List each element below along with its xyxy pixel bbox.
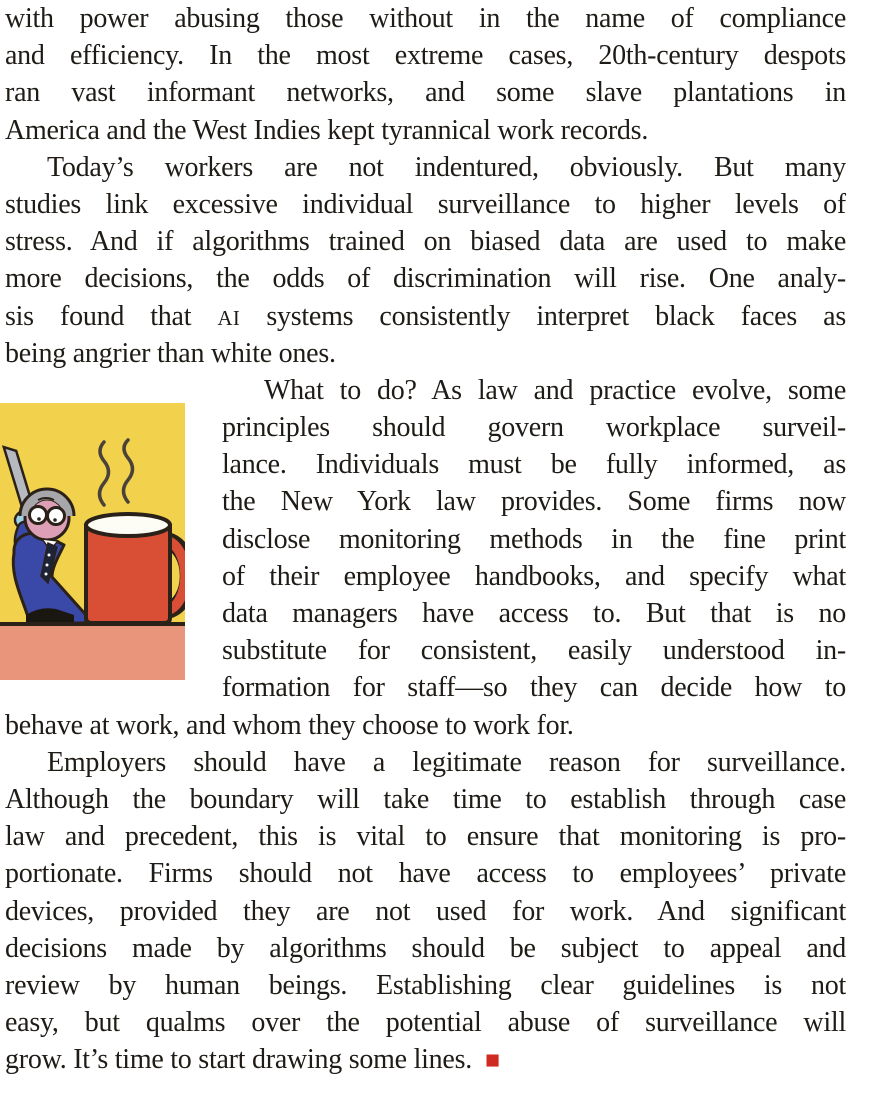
text-run: easy, but qualms over the potential abuse of surveillance will	[5, 1007, 846, 1039]
text-run: studies link excessive individual surveillance to higher levels of	[5, 188, 846, 220]
text-run: lance. Individuals must be fully informed, as	[222, 449, 846, 481]
text-line	[5, 1041, 846, 1078]
text-line	[5, 707, 846, 744]
text-line	[5, 595, 846, 632]
text-run: stress. And if algorithms trained on biased data are used to make	[5, 226, 846, 258]
text-line	[5, 855, 846, 892]
text-line	[5, 186, 846, 223]
text-line	[5, 967, 846, 1004]
text-run: disclose monitoring methods in the fine print	[222, 523, 846, 555]
text-line	[5, 37, 846, 74]
text-line	[5, 372, 846, 409]
text-line	[5, 521, 846, 558]
text-run: portionate. Firms should not have access to employees’ private	[5, 858, 846, 890]
text-run: and efficiency. In the most extreme cases, 20th-century despots	[5, 40, 846, 72]
text-line	[5, 744, 846, 781]
article-text	[5, 0, 846, 1078]
text-run: sis found that	[5, 300, 218, 332]
text-run: Today’s workers are not indentured, obviously. But many	[47, 151, 846, 183]
text-line	[5, 0, 846, 37]
text-line	[5, 781, 846, 818]
text-line	[5, 149, 846, 186]
text-run: more decisions, the odds of discrimination will rise. One analy-	[5, 263, 846, 295]
text-line	[5, 298, 846, 335]
text-run: America and the West Indies kept tyrannical work records.	[5, 114, 649, 146]
article-end-mark: ■	[485, 1047, 501, 1075]
text-line	[5, 818, 846, 855]
text-line	[5, 446, 846, 483]
text-run: with power abusing those without in the name of compliance	[5, 3, 846, 34]
text-line	[5, 260, 846, 297]
text-line	[5, 893, 846, 930]
text-run: Employers should have a legitimate reason for surveillance.	[47, 746, 846, 778]
text-line	[5, 632, 846, 669]
text-run: data managers have access to. But that is no	[222, 598, 846, 629]
text-run: What to do? As law and practice evolve, some	[264, 374, 846, 406]
text-run: AI	[217, 307, 241, 330]
text-run: being angrier than white ones.	[5, 337, 336, 369]
text-line	[5, 558, 846, 595]
text-line	[5, 1004, 846, 1041]
text-run: grow. It’s time to start drawing some lines.	[5, 1044, 472, 1076]
text-run: principles should govern workplace surveil-	[222, 412, 846, 444]
text-line	[5, 409, 846, 446]
text-run: systems consistently interpret black faces as	[240, 300, 846, 332]
text-run: formation for staff—so they can decide how to	[222, 672, 846, 704]
text-run: ran vast informant networks, and some slave plantations in	[5, 77, 846, 109]
text-line	[5, 223, 846, 260]
text-run: law and precedent, this is vital to ensure that monitoring is pro-	[5, 821, 846, 853]
text-run: behave at work, and whom they choose to work for.	[5, 709, 574, 741]
text-run: substitute for consistent, easily understood in-	[222, 635, 846, 667]
text-run: Although the boundary will take time to establish through case	[5, 783, 846, 815]
text-run: of their employee handbooks, and specify what	[222, 560, 846, 592]
text-line	[5, 930, 846, 967]
text-line	[5, 112, 846, 149]
text-run: devices, provided they are not used for work. And significant	[5, 895, 846, 927]
text-line	[5, 74, 846, 111]
text-line	[5, 669, 846, 706]
text-line	[5, 483, 846, 520]
text-run: the New York law provides. Some firms now	[222, 486, 846, 518]
text-run: review by human beings. Establishing clear guidelines is not	[5, 969, 846, 1001]
text-run: decisions made by algorithms should be subject to appeal and	[5, 932, 846, 964]
text-line	[5, 335, 846, 372]
